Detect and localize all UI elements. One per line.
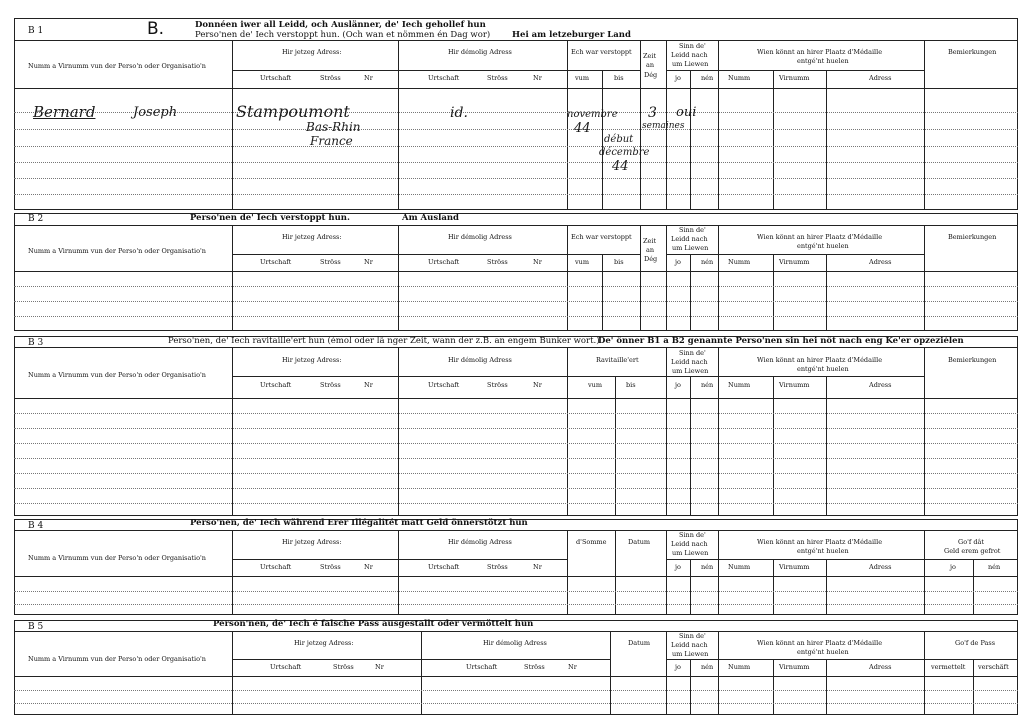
- entry-duration-value: 3: [648, 105, 657, 121]
- b2-sub-firstname: Virnumm: [779, 258, 810, 266]
- b4-col-current-address: Hir jetzeg Adress:: [282, 538, 342, 546]
- b1-sub-to: bis: [614, 74, 624, 82]
- b1-sub-locality: Urtschaft: [260, 74, 292, 82]
- b1-col-medal-2: entgé'nt huelen: [797, 57, 849, 65]
- b1-sub-address: Adress: [869, 74, 892, 82]
- b2-sub-locality-former: Urtschaft: [428, 258, 460, 266]
- b1-sub-nr-former: Nr: [533, 74, 542, 82]
- b2-sub-name: Numm: [728, 258, 751, 266]
- b1-col-remarks: Bemierkungen: [948, 48, 997, 56]
- b3-col-medal-2: entgé'nt huelen: [797, 365, 849, 373]
- b5-col-former-address: Hir démolig Adress: [483, 639, 547, 647]
- b3-col-suffered: Sinn de': [679, 349, 706, 357]
- b4-col-date: Datum: [628, 538, 651, 546]
- b3-sub-locality-former: Urtschaft: [428, 381, 460, 389]
- b1-sub-from: vum: [575, 74, 590, 82]
- b4-sub-locality-former: Urtschaft: [428, 563, 460, 571]
- b1-col-time-deg: Dég: [644, 71, 658, 79]
- header-title-line2: Perso'nen de' Iech verstoppt hun. (Och wan et nömmen én Dag wor): [195, 30, 491, 40]
- b3-col-suffered-3: um Liewen: [672, 367, 709, 375]
- b2-sub-street-former: Ströss: [487, 258, 508, 266]
- section-letter: B.: [147, 19, 165, 39]
- b2-col-person: Numm a Virnumm vun der Perso'n oder Organisatio'n: [28, 247, 206, 255]
- b2-col-medal: Wien könnt an hirer Plaatz d'Médaille: [757, 233, 883, 241]
- b2-col-time: Zeit: [643, 237, 657, 245]
- b3-col-current-address: Hir jetzeg Adress:: [282, 356, 342, 364]
- b1-sub-street: Ströss: [320, 74, 341, 82]
- b1-col-person: Numm a Virnumm vun der Perso'n oder Organisatio'n: [28, 62, 206, 70]
- b3-sub-street: Ströss: [320, 381, 341, 389]
- b3-sub-locality: Urtschaft: [260, 381, 292, 389]
- b2-col-suffered-3: um Liewen: [672, 244, 709, 252]
- b3-col-suffered-2: Leidd nach: [671, 358, 708, 366]
- b3-sub-yes: jo: [675, 381, 681, 389]
- b2-sub-nr: Nr: [364, 258, 373, 266]
- b4-col-suffered-3: um Liewen: [672, 549, 709, 557]
- b3-col-person: Numm a Virnumm vun der Perso'n oder Organisatio'n: [28, 371, 206, 379]
- b2-sub-yes: jo: [675, 258, 681, 266]
- b1-sub-firstname: Virnumm: [779, 74, 810, 82]
- b3-sub-no: nén: [701, 381, 714, 389]
- b1-col-medal: Wien könnt an hirer Plaatz d'Médaille: [757, 48, 883, 56]
- b4-sub-yes-returned: jo: [950, 563, 956, 571]
- b1-code: B 1: [28, 26, 44, 36]
- b5-sub-no: nén: [701, 663, 714, 671]
- section-b2: [14, 213, 1018, 331]
- b2-sub-from: vum: [575, 258, 590, 266]
- b4-sub-street-former: Ströss: [487, 563, 508, 571]
- b1-sub-locality-former: Urtschaft: [428, 74, 460, 82]
- b3-sub-name: Numm: [728, 381, 751, 389]
- b1-sub-yes: jo: [675, 74, 681, 82]
- b4-sub-name: Numm: [728, 563, 751, 571]
- b4-sub-firstname: Virnumm: [779, 563, 810, 571]
- b5-sub-locality-former: Urtschaft: [466, 663, 498, 671]
- b2-col-former-address: Hir démolig Adress: [448, 233, 512, 241]
- b3-title-note: De' önner B1 a B2 genannte Perso'nen sin hei nöt nach eng Ke'er opzeziélen: [598, 336, 964, 346]
- b5-code: B 5: [28, 622, 44, 632]
- b5-sub-locality: Urtschaft: [270, 663, 302, 671]
- b2-col-time-an: an: [646, 246, 655, 254]
- b4-col-medal-2: entgé'nt huelen: [797, 547, 849, 555]
- b5-sub-street: Ströss: [333, 663, 354, 671]
- b3-sub-nr: Nr: [364, 381, 373, 389]
- entry-current-country: France: [310, 134, 353, 148]
- b4-sub-no-returned: nén: [988, 563, 1001, 571]
- entry-to-month: décembre: [599, 147, 650, 158]
- b2-code: B 2: [28, 214, 44, 224]
- b4-col-medal: Wien könnt an hirer Plaatz d'Médaille: [757, 538, 883, 546]
- b5-sub-mediated: vermettelt: [931, 663, 966, 671]
- b4-col-suffered: Sinn de': [679, 531, 706, 539]
- b1-col-suffered-3: um Liewen: [672, 60, 709, 68]
- b2-col-suffered: Sinn de': [679, 226, 706, 234]
- b2-col-time-deg: Dég: [644, 255, 658, 263]
- b1-col-time-an: an: [646, 61, 655, 69]
- b2-sub-nr-former: Nr: [533, 258, 542, 266]
- b5-col-suffered-3: um Liewen: [672, 650, 709, 658]
- entry-firstname: Joseph: [133, 105, 178, 120]
- header-title-location: Hei am letzeburger Land: [512, 30, 631, 40]
- b5-sub-issued: verschäft: [978, 663, 1009, 671]
- b5-col-pass: Go'f de Pass: [955, 639, 996, 647]
- b5-sub-street-former: Ströss: [524, 663, 545, 671]
- b5-title: Person'nen, de' Iech é falsche Pass ausgestallt oder vermöttelt hun: [213, 619, 534, 629]
- entry-from-year: 44: [574, 121, 591, 136]
- b1-col-suffered-2: Leidd nach: [671, 51, 708, 59]
- b5-sub-firstname: Virnumm: [779, 663, 810, 671]
- b1-col-suffered: Sinn de': [679, 42, 706, 50]
- b2-sub-address: Adress: [869, 258, 892, 266]
- b5-sub-address: Adress: [869, 663, 892, 671]
- b3-col-medal: Wien könnt an hirer Plaatz d'Médaille: [757, 356, 883, 364]
- b2-col-remarks: Bemierkungen: [948, 233, 997, 241]
- b3-col-former-address: Hir démolig Adress: [448, 356, 512, 364]
- b2-col-current-address: Hir jetzeg Adress:: [282, 233, 342, 241]
- b3-sub-firstname: Virnumm: [779, 381, 810, 389]
- b4-sub-address: Adress: [869, 563, 892, 571]
- b2-title: Perso'nen de' Iech verstoppt hun.: [190, 213, 350, 223]
- entry-to-year: 44: [612, 159, 629, 174]
- b2-col-hidden: Ech war verstoppt: [571, 233, 632, 241]
- b4-sub-locality: Urtschaft: [260, 563, 292, 571]
- b1-col-current-address: Hir jetzeg Adress:: [282, 48, 342, 56]
- header-title-line1: Donnéen iwer all Leidd, och Auslänner, de' Iech gehollef hun: [195, 20, 486, 30]
- b5-col-suffered: Sinn de': [679, 632, 706, 640]
- b2-sub-no: nén: [701, 258, 714, 266]
- b2-col-medal-2: entgé'nt huelen: [797, 242, 849, 250]
- b3-code: B 3: [28, 338, 44, 348]
- b4-col-former-address: Hir démolig Adress: [448, 538, 512, 546]
- b4-col-person: Numm a Virnumm vun der Perso'n oder Organisatio'n: [28, 554, 206, 562]
- b5-sub-yes: jo: [675, 663, 681, 671]
- section-b5: [14, 620, 1018, 715]
- b3-sub-street-former: Ströss: [487, 381, 508, 389]
- b2-title-location: Am Ausland: [402, 213, 459, 223]
- b3-col-remarks: Bemierkungen: [948, 356, 997, 364]
- b1-col-time: Zeit: [643, 52, 657, 60]
- b5-col-person: Numm a Virnumm vun der Perso'n oder Organisatio'n: [28, 655, 206, 663]
- section-b4: [14, 519, 1018, 615]
- b1-col-hidden: Ech war verstoppt: [571, 48, 632, 56]
- b3-sub-to: bis: [626, 381, 636, 389]
- b4-sub-no: nén: [701, 563, 714, 571]
- entry-duration-unit: semaines: [642, 121, 685, 131]
- b3-sub-address: Adress: [869, 381, 892, 389]
- b4-col-sum: d'Somme: [576, 538, 607, 546]
- b3-title: Perso'nen, de' Iech ravitaille'ert hun (émol oder lä nger Zeit, wann der z.B. an engem Bunker wort.): [168, 336, 600, 346]
- b4-sub-nr-former: Nr: [533, 563, 542, 571]
- b2-sub-locality: Urtschaft: [260, 258, 292, 266]
- b4-col-suffered-2: Leidd nach: [671, 540, 708, 548]
- b1-sub-no: nén: [701, 74, 714, 82]
- b1-col-former-address: Hir démolig Adress: [448, 48, 512, 56]
- b1-sub-name: Numm: [728, 74, 751, 82]
- entry-current-region: Bas-Rhin: [306, 120, 361, 134]
- b2-sub-to: bis: [614, 258, 624, 266]
- b4-col-returned-2: Geld erem gefrot: [944, 547, 1001, 555]
- b5-sub-nr: Nr: [375, 663, 384, 671]
- entry-from-month: novembre: [567, 109, 618, 120]
- entry-to-label: début: [604, 134, 634, 145]
- b2-sub-street: Ströss: [320, 258, 341, 266]
- b5-col-medal: Wien könnt an hirer Plaatz d'Médaille: [757, 639, 883, 647]
- b5-col-date: Datum: [628, 639, 651, 647]
- b4-code: B 4: [28, 521, 44, 531]
- b5-col-medal-2: entgé'nt huelen: [797, 648, 849, 656]
- entry-alive: oui: [676, 105, 697, 120]
- b1-sub-nr: Nr: [364, 74, 373, 82]
- b4-title: Perso'nen, de' Iech während Erer Illégalitét matt Geld önnerstötzt hun: [190, 518, 528, 528]
- entry-current-locality: Stampoumont: [236, 102, 350, 121]
- b1-sub-street-former: Ströss: [487, 74, 508, 82]
- b2-col-suffered-2: Leidd nach: [671, 235, 708, 243]
- b3-sub-from: vum: [588, 381, 603, 389]
- b5-sub-nr-former: Nr: [568, 663, 577, 671]
- entry-former-address: id.: [450, 105, 468, 121]
- b5-sub-name: Numm: [728, 663, 751, 671]
- b4-sub-nr: Nr: [364, 563, 373, 571]
- b4-sub-street: Ströss: [320, 563, 341, 571]
- b5-col-current-address: Hir jetzeg Adress:: [294, 639, 354, 647]
- b4-col-returned: Go'f dât: [958, 538, 985, 546]
- b4-sub-yes: jo: [675, 563, 681, 571]
- b3-col-supplied: Ravitaille'ert: [596, 356, 639, 364]
- entry-surname: Bernard: [33, 103, 96, 121]
- b3-sub-nr-former: Nr: [533, 381, 542, 389]
- b5-col-suffered-2: Leidd nach: [671, 641, 708, 649]
